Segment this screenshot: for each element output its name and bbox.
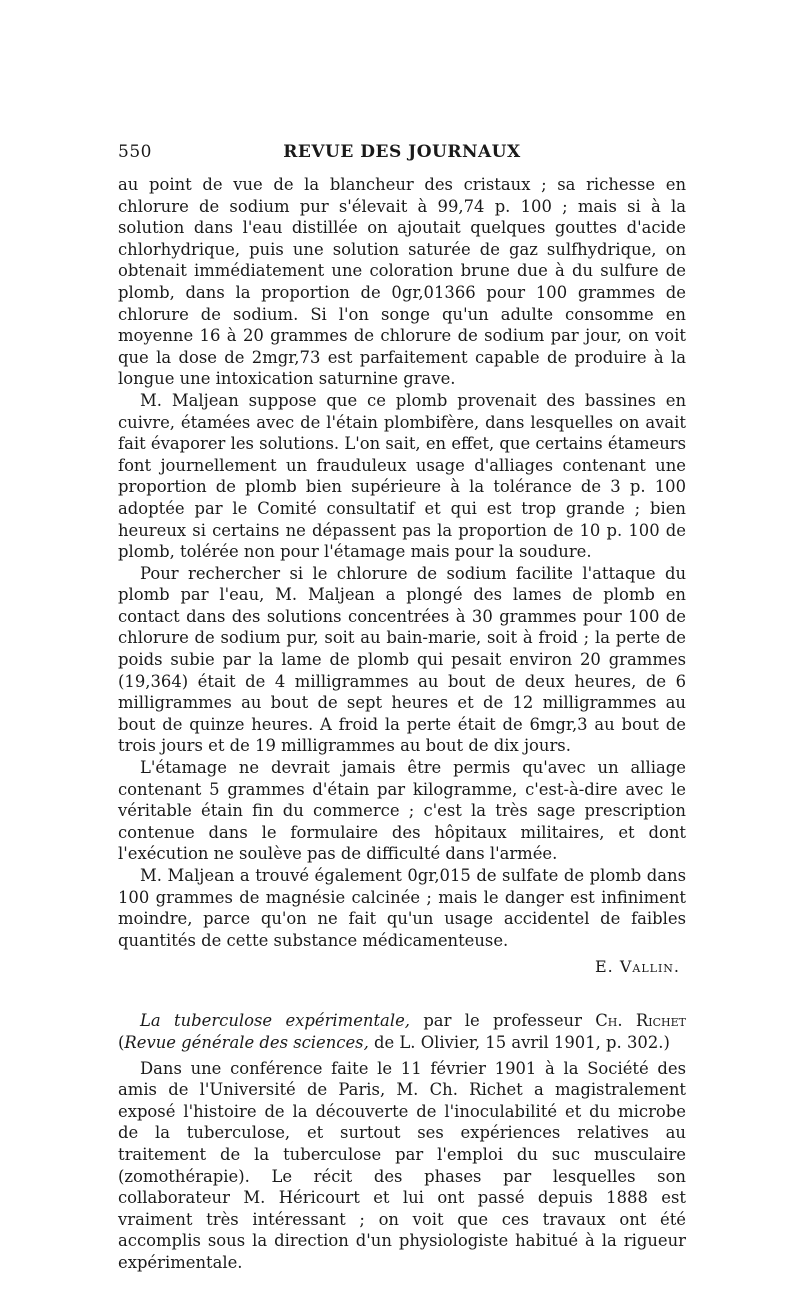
page-number: 550 <box>118 142 152 162</box>
article-author: Ch. Richet <box>595 1011 686 1031</box>
paragraph: L'étamage ne devrait jamais être permis qu'avec un alliage contenant 5 grammes d'étain par kilogramme, c'est-à-dire avec le véritable étain fin du commerce ; c'est la très sage prescription contenue dans le formulaire des hôpitaux militaires, et dont l'exécution ne soulève pas de difficulté dans l'armée. <box>118 758 686 864</box>
source-details: de L. Olivier, 15 avril 1901, p. 302.) <box>368 1032 670 1052</box>
article-salt-lead <box>118 174 686 976</box>
article-title: La tuberculose expérimentale, <box>140 1011 410 1031</box>
source-title: Revue générale des sciences, <box>124 1032 369 1052</box>
running-head <box>118 142 686 168</box>
paragraph: M. Maljean a trouvé également 0gr,015 de sulfate de plomb dans 100 grammes de magnésie calcinée ; mais le danger est infiniment moindre, parce qu'on ne fait qu'un usage accidentel de faibles quantités de cette substance médicamenteuse. <box>118 866 686 950</box>
review-heading <box>118 1010 686 1053</box>
author-signature: E. Vallin. <box>594 957 680 977</box>
paragraph: Pour rechercher si le chlorure de sodium facilite l'attaque du plomb par l'eau, M. Maljean a plongé des lames de plomb en contact dans des solutions concentrées à 30 grammes pour 100 de chlorure de sodium pur, soit au bain-marie, soit à froid ; la perte de poids subie par la lame de plomb qui pesait environ 20 grammes (19,364) était de 4 milligrammes au bout de deux heures, de 6 milligrammes au bout de sept heures et de 12 milligrammes au bout de quinze heures. A froid la perte était de 6mgr,3 au bout de trois jours et de 19 milligrammes au bout de dix jours. <box>118 563 686 756</box>
journal-page <box>118 142 686 1274</box>
paragraph: au point de vue de la blancheur des cristaux ; sa richesse en chlorure de sodium pur s'élevait à 99,74 p. 100 ; mais si à la solution dans l'eau distillée on ajoutait quelques gouttes d'acide chlorhydrique, puis une solution saturée de gaz sulfhydrique, on obtenait immédiatement une coloration brune due à du sulfure de plomb, dans la proportion de 0gr,01366 pour 100 grammes de chlorure de sodium. Si l'on songe qu'un adulte consomme en moyenne 16 à 20 grammes de chlorure de sodium par jour, on voit que la dose de 2mgr,73 est parfaitement capable de produire à la longue une intoxication saturnine grave. <box>118 175 686 389</box>
journal-title: REVUE DES JOURNAUX <box>283 142 521 162</box>
source-open: ( <box>118 1032 125 1052</box>
article-tuberculosis <box>118 1010 686 1273</box>
paragraph: M. Maljean suppose que ce plomb provenait des bassines en cuivre, étamées avec de l'étain plombifère, dans lesquelles on avait fait évaporer les solutions. L'on sait, en effet, que certains étameurs font journellement un frauduleux usage d'alliages contenant une proportion de plomb bien supérieure à la tolérance de 3 p. 100 adoptée par le Comité consultatif et qui est trop grande ; bien heureux si certains ne dépassent pas la proportion de 10 p. 100 de plomb, tolérée non pour l'étamage mais pour la soudure. <box>118 390 686 562</box>
paragraph: Dans une conférence faite le 11 février 1901 à la Société des amis de l'Université de Paris, M. Ch. Richet a magistralement exposé l'histoire de la découverte de l'inoculabilité et du microbe de la tuberculose, et surtout ses expériences relatives au traitement de la tuberculose par l'emploi du suc musculaire (zomothérapie). Le récit des phases par lesquelles son collaborateur M. Héricourt et lui ont passé depuis 1888 est vraiment très intéressant ; on voit que ces travaux ont été accomplis sous la direction d'un physiologiste habitué à la rigueur expérimentale. <box>118 1058 686 1272</box>
byline: par le professeur <box>409 1011 596 1031</box>
